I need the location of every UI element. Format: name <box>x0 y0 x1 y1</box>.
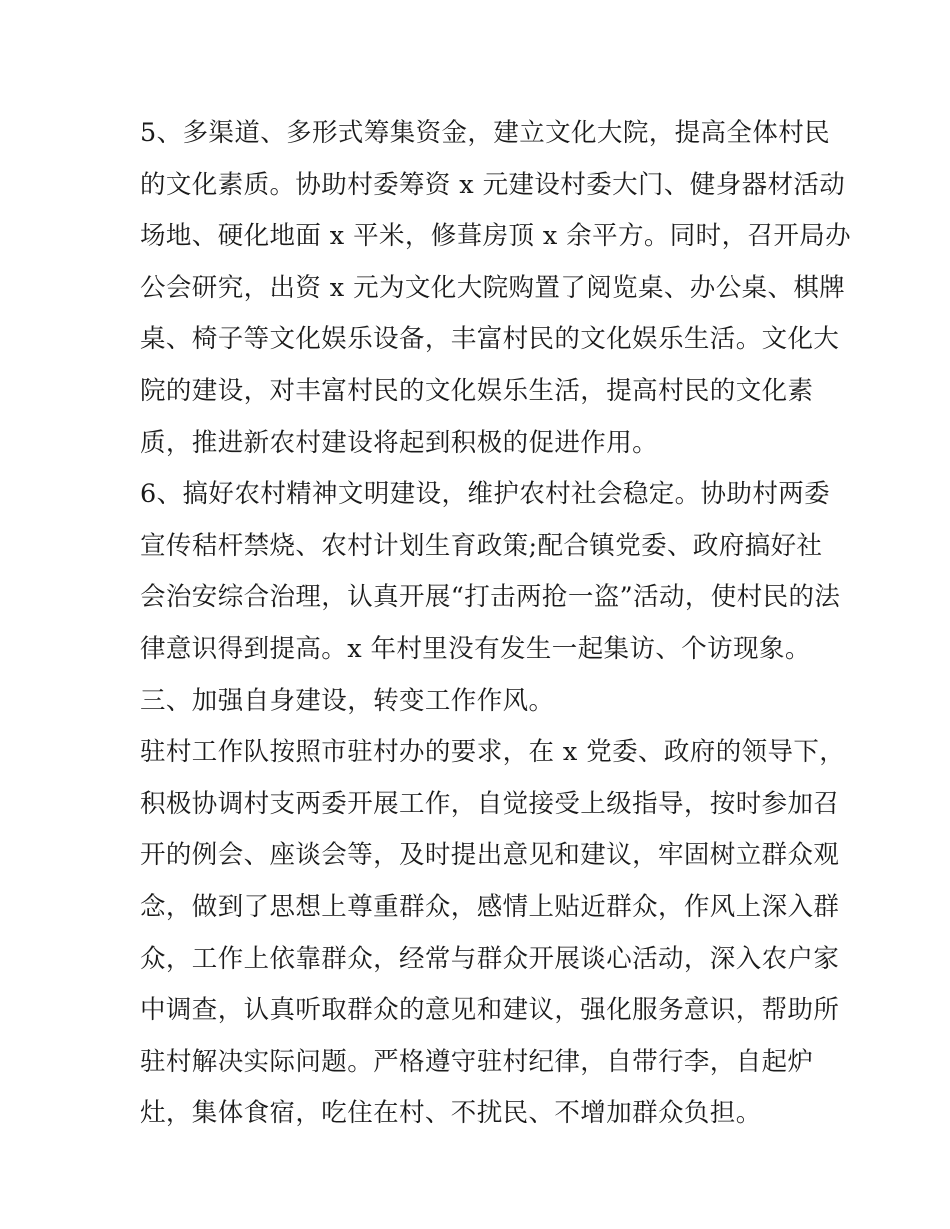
text-line-19: 驻村解决实际问题。严格遵守驻村纪律，自带行李，自起炉 <box>140 1046 814 1077</box>
text-line-1: 5、多渠道、多形式筹集资金，建立文化大院，提高全体村民 <box>140 118 831 148</box>
text-line-5: 桌、椅子等文化娱乐设备，丰富村民的文化娱乐生活。文化大 <box>140 324 840 355</box>
text-line-10: 会治安综合治理，认真开展“打击两抢一盗”活动，使村民的法 <box>140 582 841 613</box>
text-line-8: 6、搞好农村精神文明建设，维护农村社会稳定。协助村两委 <box>140 479 831 510</box>
text-line-2: 的文化素质。协助村委筹资 x 元建设村委大门、健身器材活动 <box>140 169 846 200</box>
text-line-11: 律意识得到提高。x 年村里没有发生一起集访、个访现象。 <box>140 633 811 664</box>
body-text <box>140 108 852 1140</box>
text-line-20: 灶，集体食宿，吃住在村、不扰民、不增加群众负担。 <box>140 1098 762 1129</box>
text-line-14: 积极协调村支两委开展工作，自觉接受上级指导，按时参加召 <box>140 788 840 819</box>
section-heading: 三、加强自身建设，转变工作作风。 <box>140 685 555 716</box>
text-line-13: 驻村工作队按照市驻村办的要求，在 x 党委、政府的领导下， <box>140 737 846 768</box>
text-line-15: 开的例会、座谈会等，及时提出意见和建议，牢固树立群众观 <box>140 840 840 871</box>
text-line-18: 中调查，认真听取群众的意见和建议，强化服务意识，帮助所 <box>140 995 840 1026</box>
text-line-17: 众，工作上依靠群众，经常与群众开展谈心活动，深入农户家 <box>140 943 840 974</box>
text-line-9: 宣传秸杆禁烧、农村计划生育政策;配合镇党委、政府搞好社 <box>140 530 823 561</box>
text-line-4: 公会研究，出资 x 元为文化大院购置了阅览桌、办公桌、棋牌 <box>140 272 846 303</box>
text-line-7: 质，推进新农村建设将起到积极的促进作用。 <box>140 427 659 458</box>
text-line-6: 院的建设，对丰富村民的文化娱乐生活，提高村民的文化素 <box>140 375 814 406</box>
text-line-16: 念，做到了思想上尊重群众，感情上贴近群众，作风上深入群 <box>140 891 840 922</box>
text-line-3: 场地、硬化地面 x 平米，修葺房顶 x 余平方。同时，召开局办 <box>140 221 852 252</box>
